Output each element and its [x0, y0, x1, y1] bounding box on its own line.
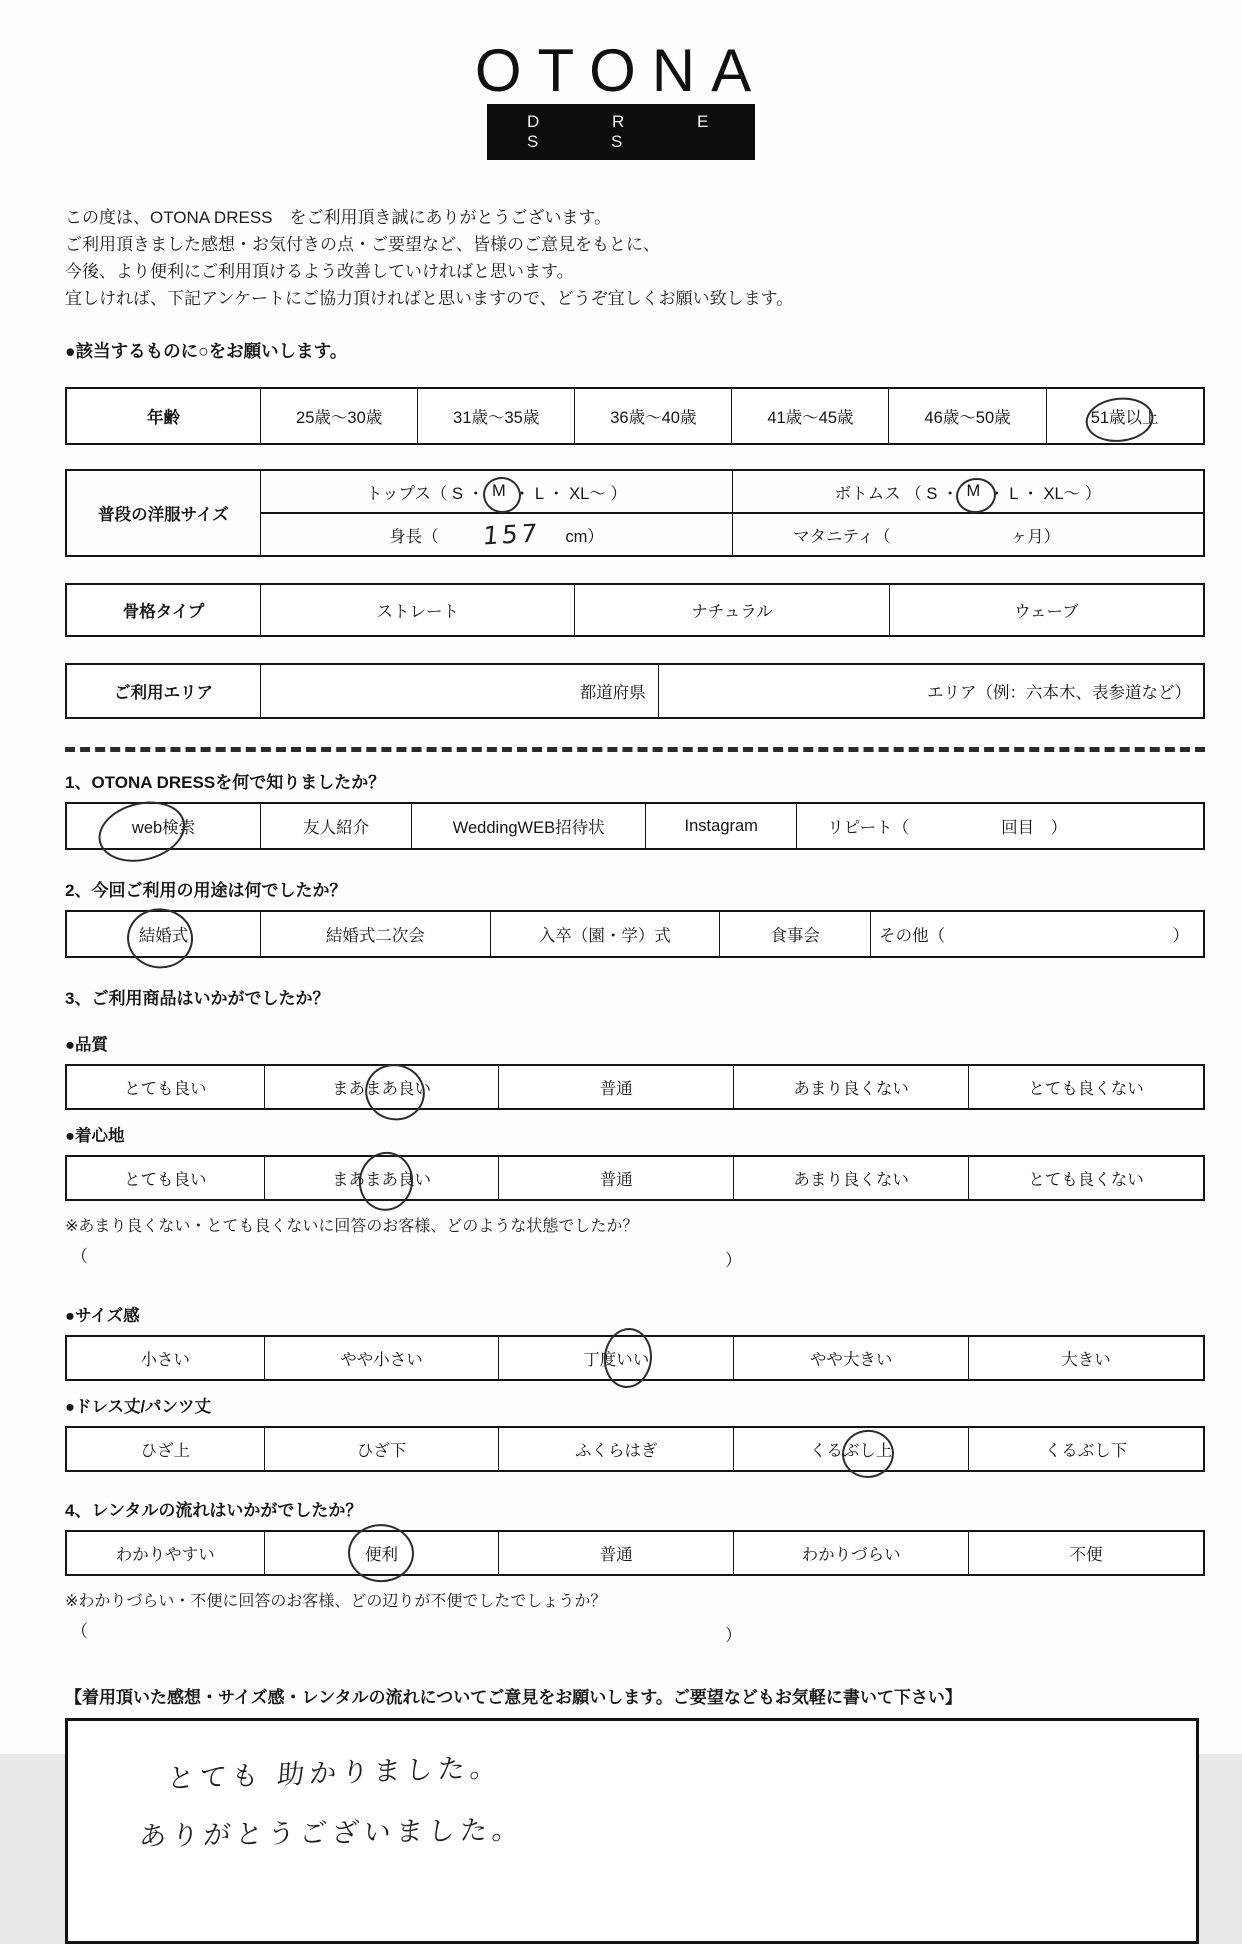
- handwritten-height-value: 157: [481, 518, 541, 551]
- usage-area-table: [65, 663, 1205, 719]
- usage-area-label: ご利用エリア: [114, 684, 214, 702]
- bottoms-size-selected: M: [966, 482, 980, 501]
- comfort-table: [65, 1155, 1205, 1201]
- age-option: 25歳〜30歳: [260, 389, 417, 443]
- length-label: ●ドレス丈/パンツ丈: [65, 1398, 212, 1416]
- intro-text: [65, 204, 1205, 312]
- comfort-note-answer-line: （ ）: [71, 1247, 742, 1270]
- q4-option: 普通: [498, 1532, 733, 1574]
- q2-option: 食事会: [719, 912, 870, 956]
- q4-option-selected: 便利: [264, 1532, 499, 1574]
- q1-option: Instagram: [645, 804, 796, 848]
- maternity-cell: マタニティ（ ヶ月）: [732, 514, 1203, 555]
- q4-option: わかりやすい: [115, 1546, 215, 1564]
- brand-logo-title: OTONA: [474, 37, 768, 104]
- size-feel-option: やや大きい: [733, 1337, 968, 1379]
- comfort-option: 普通: [498, 1157, 733, 1199]
- q2-option: 結婚式二次会: [260, 912, 489, 956]
- skeletal-type-label: 骨格タイプ: [122, 603, 205, 621]
- quality-option: とても良くない: [968, 1066, 1203, 1108]
- comfort-option: とても良くない: [968, 1157, 1203, 1199]
- size-feel-option-selected: 丁度いい: [498, 1337, 733, 1379]
- q2-table: [65, 910, 1205, 958]
- comfort-option: とても良い: [124, 1171, 207, 1189]
- age-option: 36歳〜40歳: [574, 389, 731, 443]
- length-option: ひざ上: [140, 1442, 190, 1460]
- instruction-heading: ●該当するものに○をお願いします。: [65, 341, 348, 361]
- length-option: ひざ下: [264, 1428, 499, 1470]
- skeletal-option: ナチュラル: [574, 585, 888, 635]
- age-label: 年齢: [147, 409, 181, 427]
- quality-option: あまり良くない: [733, 1066, 968, 1108]
- age-option: 41歳〜45歳: [731, 389, 888, 443]
- q1-option: WeddingWEB招待状: [411, 804, 645, 848]
- height-cell: 身長（ 157 cm）: [389, 518, 604, 551]
- intro-line: ご利用頂きました感想・お気付きの点・ご要望など、皆様のご意見をもとに、: [65, 235, 660, 254]
- q2-option-selected: 結婚式: [67, 912, 260, 956]
- q2-title: 2、今回ご利用の用途は何でしたか？: [65, 881, 347, 900]
- q4-title: 4、レンタルの流れはいかがでしたか？: [65, 1501, 363, 1520]
- quality-option-selected: まあまあ良い: [264, 1066, 499, 1108]
- comments-heading: 【着用頂いた感想・サイズ感・レンタルの流れについてご意見をお願いします。ご要望などもお気軽に書いて下さい】: [65, 1688, 962, 1707]
- handwritten-comment-line: とても 助かりました。: [166, 1752, 503, 1795]
- length-option: ふくらはぎ: [498, 1428, 733, 1470]
- q2-other-cell: その他（ ）: [870, 912, 1203, 956]
- q1-table: [65, 802, 1205, 850]
- age-option: 46歳〜50歳: [888, 389, 1045, 443]
- brand-logo: [0, 0, 1242, 160]
- clothing-size-label: 普段の洋服サイズ: [98, 506, 229, 524]
- q1-title: 1、OTONA DRESSを何で知りましたか？: [65, 773, 386, 792]
- quality-table: [65, 1064, 1205, 1110]
- q3-title: 3、ご利用商品はいかがでしたか？: [65, 989, 330, 1008]
- size-feel-label: ●サイズ感: [65, 1307, 140, 1325]
- tops-size-cell: トップス（ S ・ M ・ L ・ XL〜 ）: [261, 471, 732, 512]
- intro-line: この度は、OTONA DRESS をご利用頂き誠にありがとうございます。: [65, 208, 612, 227]
- q1-repeat-cell: リピート（ 回目 ）: [796, 804, 1203, 848]
- quality-option: 普通: [498, 1066, 733, 1108]
- length-option: くるぶし下: [968, 1428, 1203, 1470]
- skeletal-option: ストレート: [260, 585, 574, 635]
- size-feel-option: 大きい: [968, 1337, 1203, 1379]
- size-feel-option: 小さい: [140, 1351, 190, 1369]
- tops-size-selected: M: [492, 482, 506, 501]
- q2-option: 入卒（園・学）式: [490, 912, 719, 956]
- comfort-label: ●着心地: [65, 1127, 125, 1145]
- q4-note: ※わかりづらい・不便に回答のお客様、どの辺りが不便でしたでしょうか？: [65, 1593, 607, 1610]
- length-table: [65, 1426, 1205, 1472]
- bottoms-size-cell: ボトムス （ S ・ M ・ L ・ XL〜 ）: [732, 471, 1203, 512]
- age-table: [65, 387, 1205, 445]
- size-feel-table: [65, 1335, 1205, 1381]
- handwritten-comment-line: ありがとうございました。: [138, 1814, 526, 1853]
- length-option-selected: くるぶし上: [733, 1428, 968, 1470]
- comments-box: [65, 1718, 1199, 1944]
- dashed-separator: [65, 747, 1205, 752]
- intro-line: 宜しければ、下記アンケートにご協力頂ければと思いますので、どうぞ宜しくお願い致します。: [65, 289, 794, 308]
- size-feel-option: やや小さい: [264, 1337, 499, 1379]
- q4-note-answer-line: （ ）: [71, 1622, 742, 1645]
- comfort-option-selected: まあまあ良い: [264, 1157, 499, 1199]
- age-option-selected: 51歳以上: [1046, 389, 1203, 443]
- q4-table: [65, 1530, 1205, 1576]
- q1-option-selected: web検索: [67, 804, 260, 848]
- skeletal-option: ウェーブ: [889, 585, 1203, 635]
- q4-option: わかりづらい: [733, 1532, 968, 1574]
- quality-label: ●品質: [65, 1036, 108, 1054]
- clothing-size-table: [65, 469, 1205, 557]
- brand-logo-subtitle: D R E S S: [487, 104, 755, 160]
- intro-line: 今後、より便利にご利用頂けるよう改善していければと思います。: [65, 262, 574, 281]
- q1-option: 友人紹介: [260, 804, 411, 848]
- comfort-option: あまり良くない: [733, 1157, 968, 1199]
- skeletal-type-table: [65, 583, 1205, 637]
- area-example-cell: エリア（例：六本木、表参道など）: [658, 665, 1203, 717]
- age-option: 31歳〜35歳: [417, 389, 574, 443]
- prefecture-cell: 都道府県: [260, 665, 658, 717]
- comfort-note: ※あまり良くない・とても良くないに回答のお客様、どのような状態でしたか？: [65, 1218, 639, 1235]
- quality-option: とても良い: [124, 1080, 207, 1098]
- q4-option: 不便: [968, 1532, 1203, 1574]
